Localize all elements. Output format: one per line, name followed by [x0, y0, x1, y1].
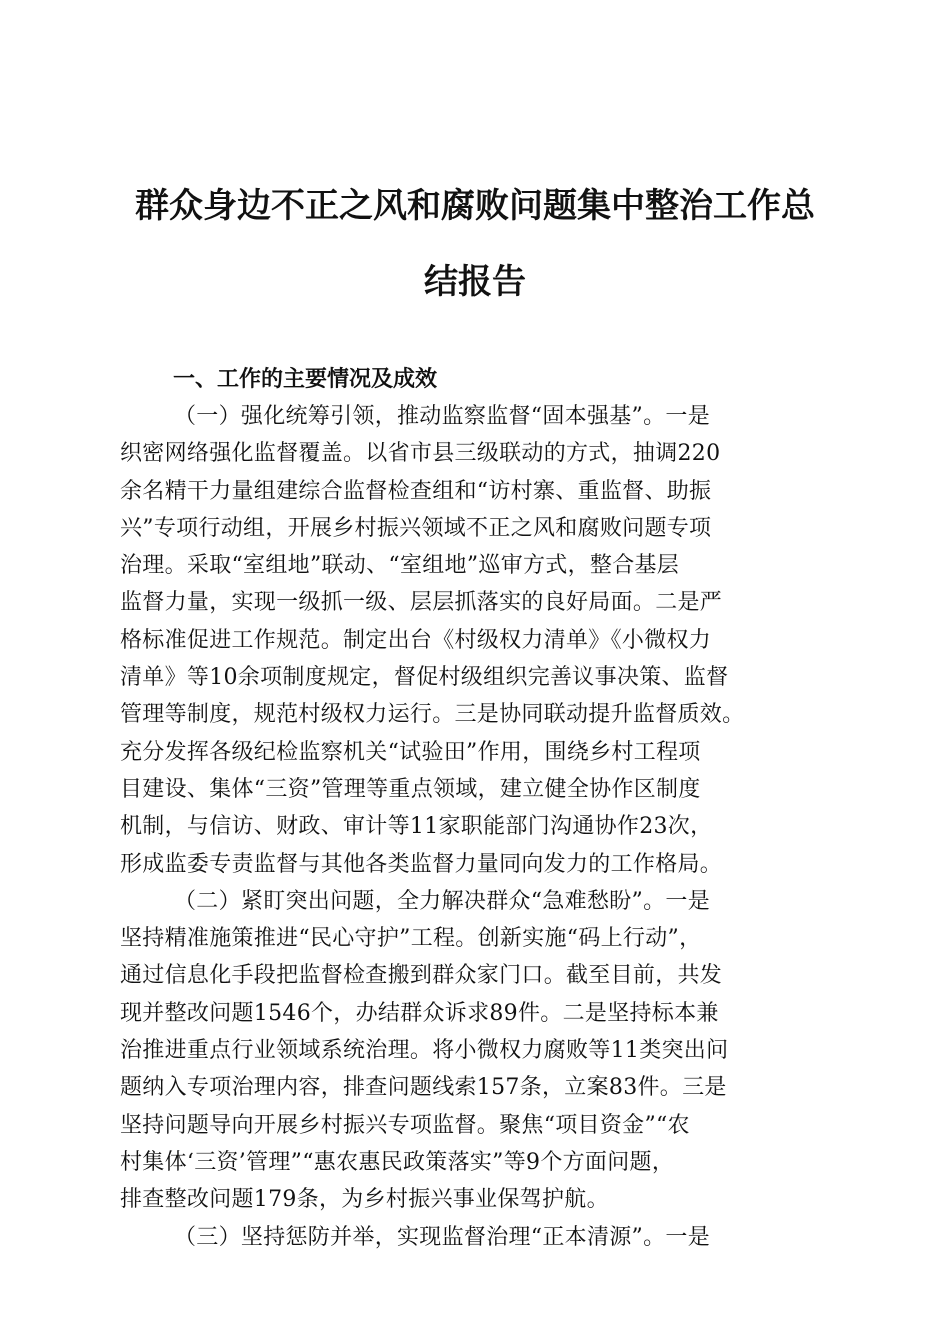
title-line-1: 群众身边不正之风和腐败问题集中整治工作总 — [135, 186, 815, 226]
paragraph-1-line: 清单》等10余项制度规定，督促村级组织完善议事决策、监督 — [120, 665, 729, 691]
paragraph-2-line: （二）紧盯突出问题，全力解决群众“急难愁盼”。一是 — [174, 888, 710, 914]
paragraph-2-line: 村集体‘三资’管理”“惠农惠民政策落实”等9个方面问题， — [120, 1149, 675, 1175]
paragraph-1-line: 余名精干力量组建综合监督检查组和“访村寨、重监督、助振 — [120, 478, 712, 504]
paragraph-1-line: 目建设、集体“三资”管理等重点领域，建立健全协作区制度 — [120, 776, 701, 802]
paragraph-2-line: 坚持问题导向开展乡村振兴专项监督。聚焦“项目资金”“农 — [120, 1112, 690, 1138]
document-body — [120, 398, 832, 1256]
paragraph-2-line: 排查整改问题179条，为乡村振兴事业保驾护航。 — [120, 1187, 609, 1213]
paragraph-3-line: （三）坚持惩防并举，实现监督治理“正本清源”。一是 — [174, 1224, 710, 1250]
paragraph-2-line: 题纳入专项治理内容，排查问题线索157条，立案83件。三是 — [120, 1075, 727, 1101]
paragraph-1-line: 织密网络强化监督覆盖。以省市县三级联动的方式，抽调220 — [120, 441, 721, 467]
paragraph-1-line: 治理。采取“室组地”联动、“室组地”巡审方式，整合基层 — [120, 553, 680, 579]
paragraph-1-line: 充分发挥各级纪检监察机关“试验田”作用，围绕乡村工程项 — [120, 739, 701, 765]
paragraph-1-line: （一）强化统筹引领，推动监察监督“固本强基”。一是 — [174, 404, 710, 429]
title-line-2: 结报告 — [424, 262, 526, 302]
paragraph-2-line: 治推进重点行业领域系统治理。将小微权力腐败等11类突出问 — [120, 1038, 729, 1064]
paragraph-2-line: 现并整改问题1546个，办结群众诉求89件。二是坚持标本兼 — [120, 1000, 719, 1026]
paragraph-1-line: 形成监委专责监督与其他各类监督力量同向发力的工作格局。 — [120, 851, 723, 877]
paragraph-2-line: 通过信息化手段把监督检查搬到群众家门口。截至目前，共发 — [120, 963, 723, 989]
paragraph-1-line: 管理等制度，规范村级权力运行。三是协同联动提升监督质效。 — [120, 702, 745, 728]
paragraph-1-line: 机制，与信访、财政、审计等11家职能部门沟通协作23次， — [120, 814, 713, 840]
paragraph-1-line: 格标准促进工作规范。制定出台《村级权力清单》《小微权力 — [120, 627, 712, 653]
paragraph-1-line: 监督力量，实现一级抓一级、层层抓落实的良好局面。二是严 — [120, 590, 723, 616]
section-heading: 一、工作的主要情况及成效 — [173, 367, 438, 392]
paragraph-2-line: 坚持精准施策推进“民心守护”工程。创新实施“码上行动”， — [120, 926, 702, 952]
paragraph-1-line: 兴”专项行动组，开展乡村振兴领域不正之风和腐败问题专项 — [120, 515, 712, 541]
document-title — [100, 168, 850, 320]
